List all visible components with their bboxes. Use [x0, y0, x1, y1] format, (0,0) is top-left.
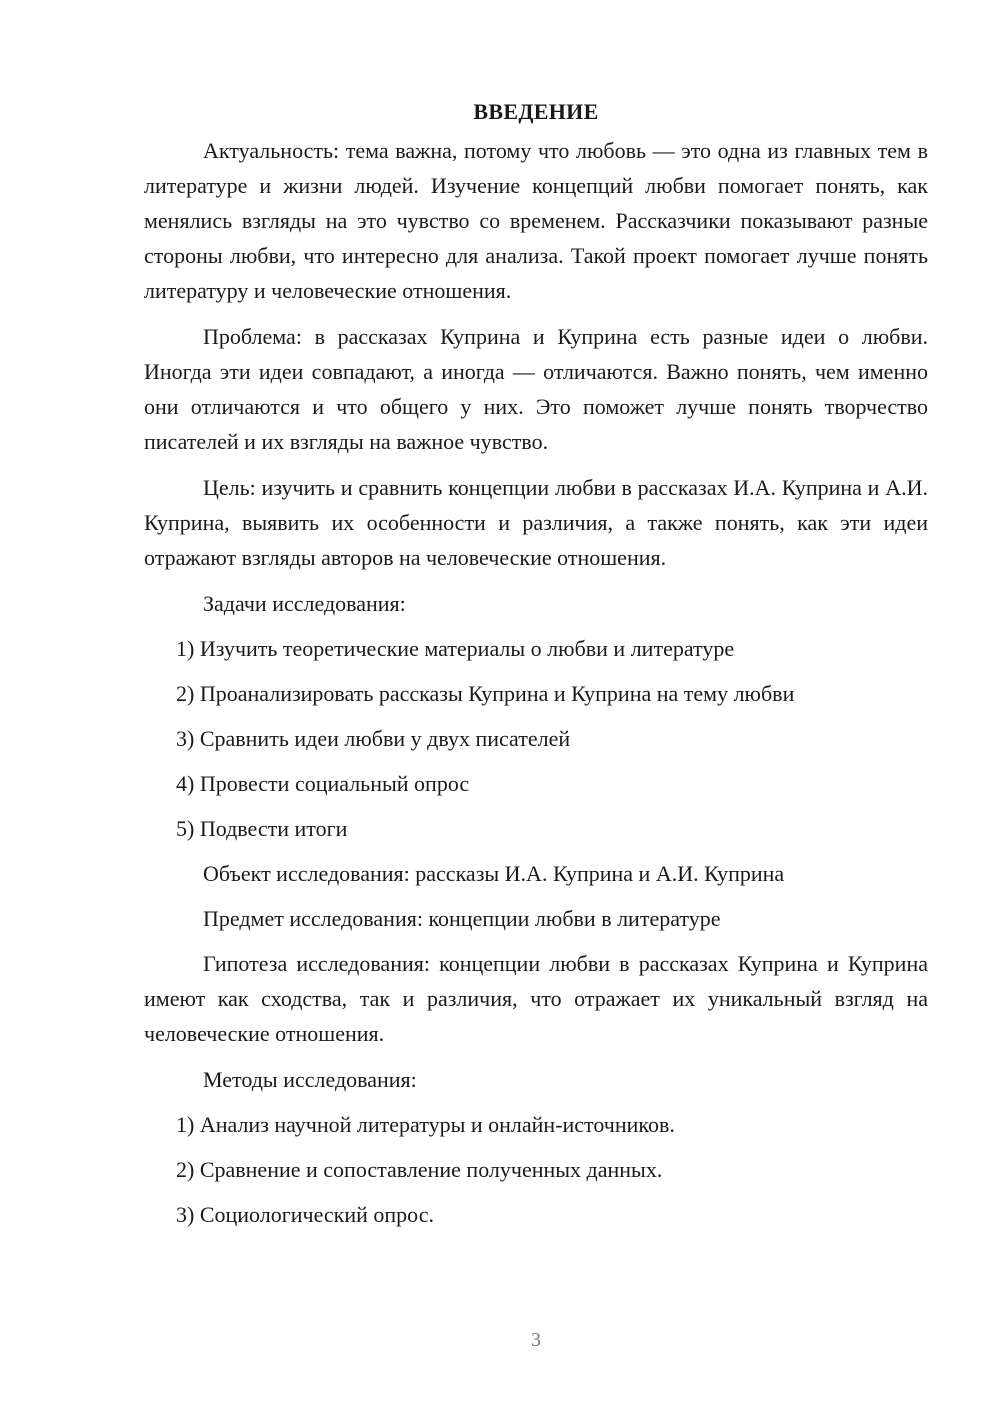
method-item: 3) Социологический опрос.	[176, 1202, 434, 1227]
hypothesis-paragraph: Гипотеза исследования: концепции любви в рассказах Куприна и Куприна имеют как сходства, так и различия, что отражает их уникальный взгляд на человеческие отношения.	[144, 951, 928, 1046]
research-subject: Предмет исследования: концепции любви в литературе	[203, 906, 721, 931]
task-item: 4) Провести социальный опрос	[176, 771, 470, 796]
section-title: ВВЕДЕНИЕ	[473, 99, 599, 124]
methods-heading: Методы исследования:	[203, 1067, 417, 1092]
method-item: 1) Анализ научной литературы и онлайн-источников.	[176, 1112, 675, 1137]
problem-paragraph: Проблема: в рассказах Куприна и Куприна есть разные идеи о любви. Иногда эти идеи совпадают, а иногда — отличаются. Важно понять, чем именно они отличаются и что общего у них. Это поможет лучше понять творчество писателей и их взгляды на важное чувство.	[144, 324, 928, 454]
task-item: 3) Сравнить идеи любви у двух писателей	[176, 726, 571, 751]
goal-paragraph: Цель: изучить и сравнить концепции любви в рассказах И.А. Куприна и А.И. Куприна, выявить их особенности и различия, а также понять, как эти идеи отражают взгляды авторов на человеческие отношения.	[144, 475, 928, 570]
page-number: 3	[531, 1329, 541, 1351]
relevance-paragraph: Актуальность: тема важна, потому что любовь — это одна из главных тем в литературе и жизни людей. Изучение концепций любви помогает понять, как менялись взгляды на это чувство со временем. Рассказчики показывают разные стороны любви, что интересно для анализа. Такой проект помогает лучше понять литературу и человеческие отношения.	[144, 138, 928, 303]
page-content	[144, 94, 928, 1242]
tasks-list	[144, 631, 928, 846]
methods-list	[144, 1107, 928, 1232]
task-item: 2) Проанализировать рассказы Куприна и Куприна на тему любви	[176, 681, 795, 706]
task-item: 1) Изучить теоретические материалы о любви и литературе	[176, 636, 735, 661]
method-item: 2) Сравнение и сопоставление полученных данных.	[176, 1157, 663, 1182]
tasks-heading: Задачи исследования:	[203, 591, 406, 616]
task-item: 5) Подвести итоги	[176, 816, 348, 841]
research-object: Объект исследования: рассказы И.А. Куприна и А.И. Куприна	[203, 861, 785, 886]
